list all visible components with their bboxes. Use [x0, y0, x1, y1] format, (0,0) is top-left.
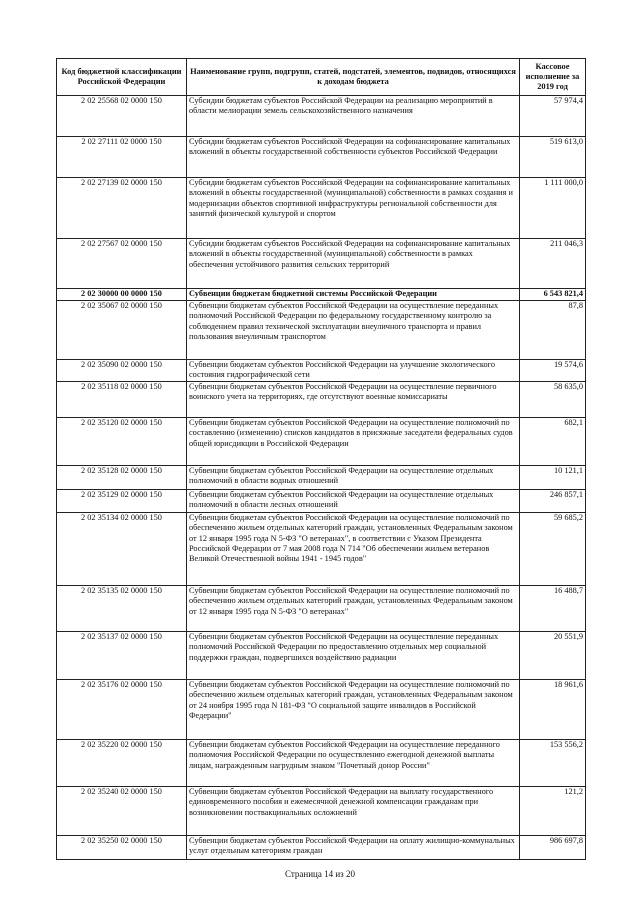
row-name: Субсидии бюджетам субъектов Российской Федерации на софинансирование капитальных вложений в объекты государственной (муниципальной) собственности в рамках создания и модернизации объектов спортивной инфраструктуры региональной собственности для занятий физической культурой и спортом — [187, 178, 520, 239]
row-name: Субсидии бюджетам субъектов Российской Федерации на софинансирование капитальных вложений в объекты государственной (муниципальной) собственности в рамках обеспечения устойчивого развития сельских территорий — [187, 239, 520, 289]
table-row-subtotal — [57, 289, 586, 301]
row-amount: 87,8 — [520, 301, 586, 360]
row-code: 2 02 27139 02 0000 150 — [57, 178, 187, 239]
row-code: 2 02 35120 02 0000 150 — [57, 418, 187, 466]
row-code: 2 02 27111 02 0000 150 — [57, 137, 187, 178]
row-amount: 20 551,9 — [520, 632, 586, 680]
row-amount: 1 111 000,0 — [520, 178, 586, 239]
row-name: Субвенции бюджетам субъектов Российской Федерации на осуществление отдельных полномочий в области водных отношений — [187, 466, 520, 490]
row-name: Субвенции бюджетам субъектов Российской Федерации на осуществление переданных полномочий Российской Федерации по предоставлению отдельных мер социальной поддержки граждан, подвергшихся воздействию радиации — [187, 632, 520, 680]
table-row — [57, 301, 586, 360]
table-row — [57, 632, 586, 680]
table-row — [57, 360, 586, 382]
row-code: 2 02 35240 02 0000 150 — [57, 787, 187, 836]
row-name: Субвенции бюджетам субъектов Российской Федерации на осуществление первичного воинского учета на территориях, где отсутствуют военные комиссариаты — [187, 382, 520, 418]
table-body — [57, 96, 586, 860]
row-name: Субвенции бюджетам субъектов Российской Федерации на осуществление полномочий по обеспечению жильем отдельных категорий граждан, установленных Федеральным законом от 12 января 1995 года N 5-ФЗ "О ветеранах", в соответствии с Указом Президента Российской Федерации от 7 мая 2008 года N 714 "Об обеспечении жильем ветеранов Великой Отечественной войны 1941 - 1945 годов" — [187, 513, 520, 586]
row-amount: 246 857,1 — [520, 490, 586, 513]
row-name: Субвенции бюджетам субъектов Российской Федерации на осуществление полномочий по обеспечению жильем отдельных категорий граждан, установленных Федеральным законом от 24 ноября 1995 года N 181-ФЗ "О социальной защите инвалидов в Российской Федерации" — [187, 680, 520, 740]
row-amount: 18 961,6 — [520, 680, 586, 740]
row-code: 2 02 35135 02 0000 150 — [57, 586, 187, 632]
table-row — [57, 382, 586, 418]
table-row — [57, 490, 586, 513]
table-row — [57, 96, 586, 137]
row-amount: 211 046,3 — [520, 239, 586, 289]
row-amount: 10 121,1 — [520, 466, 586, 490]
row-code: 2 02 35137 02 0000 150 — [57, 632, 187, 680]
header-amount: Кассовое исполнение за 2019 год — [520, 59, 586, 96]
row-code: 2 02 35220 02 0000 150 — [57, 740, 187, 787]
row-amount: 121,2 — [520, 787, 586, 836]
row-amount: 59 685,2 — [520, 513, 586, 586]
table-row — [57, 586, 586, 632]
row-name: Субвенции бюджетам субъектов Российской Федерации на осуществление переданного полномочия Российской Федерации по осуществлению ежегодной денежной выплаты лицам, награжденным нагрудным знаком "Почетный донор России" — [187, 740, 520, 787]
row-amount: 153 556,2 — [520, 740, 586, 787]
row-name: Субвенции бюджетам субъектов Российской Федерации на осуществление полномочий по составлению (изменению) списков кандидатов в присяжные заседатели федеральных судов общей юрисдикции в Российской Федерации — [187, 418, 520, 466]
header-name: Наименование групп, подгрупп, статей, подстатей, элементов, подвидов, относящихся к доходам бюджета — [187, 59, 520, 96]
row-code: 2 02 35067 02 0000 150 — [57, 301, 187, 360]
row-code: 2 02 30000 00 0000 150 — [57, 289, 187, 301]
row-code: 2 02 35176 02 0000 150 — [57, 680, 187, 740]
table-header-row — [57, 59, 586, 96]
row-code: 2 02 35090 02 0000 150 — [57, 360, 187, 382]
table-row — [57, 680, 586, 740]
row-name: Субвенции бюджетам субъектов Российской Федерации на оплату жилищно-коммунальных услуг отдельным категориям граждан — [187, 836, 520, 860]
row-name: Субвенции бюджетам субъектов Российской Федерации на осуществление отдельных полномочий в области лесных отношений — [187, 490, 520, 513]
row-name: Субвенции бюджетам субъектов Российской Федерации на осуществление полномочий по обеспечению жильем отдельных категорий граждан, установленных Федеральным законом от 12 января 1995 года N 5-ФЗ "О ветеранах" — [187, 586, 520, 632]
row-code: 2 02 35129 02 0000 150 — [57, 490, 187, 513]
row-name: Субсидии бюджетам субъектов Российской Федерации на софинансирование капитальных вложений в объекты государственной собственности субъектов Российской Федерации — [187, 137, 520, 178]
table-row — [57, 513, 586, 586]
table-row — [57, 178, 586, 239]
row-code: 2 02 35118 02 0000 150 — [57, 382, 187, 418]
row-amount: 519 613,0 — [520, 137, 586, 178]
row-name: Субсидии бюджетам субъектов Российской Федерации на реализацию мероприятий в области мелиорации земель сельскохозяйственного назначения — [187, 96, 520, 137]
page-number: Страница 14 из 20 — [285, 869, 355, 879]
row-amount: 986 697,8 — [520, 836, 586, 860]
row-amount: 19 574,6 — [520, 360, 586, 382]
row-code: 2 02 35128 02 0000 150 — [57, 466, 187, 490]
table-row — [57, 836, 586, 860]
row-amount: 682,1 — [520, 418, 586, 466]
row-name: Субвенции бюджетам субъектов Российской Федерации на выплату государственного единовременного пособия и ежемесячной денежной компенсации гражданам при возникновении поствакцинальных осложнений — [187, 787, 520, 836]
header-code: Код бюджетной классификации Российской Федерации — [57, 59, 187, 96]
row-name: Субвенции бюджетам бюджетной системы Российской Федерации — [187, 289, 520, 301]
table-row — [57, 466, 586, 490]
row-amount: 16 488,7 — [520, 586, 586, 632]
row-amount: 57 974,4 — [520, 96, 586, 137]
table-row — [57, 137, 586, 178]
table-row — [57, 418, 586, 466]
row-name: Субвенции бюджетам субъектов Российской Федерации на осуществление переданных полномочий Российской Федерации по федеральному государственному контролю за соблюдением правил технической эксплуатации внеуличного транспорта и правил пользования внеуличным транспортом — [187, 301, 520, 360]
budget-revenue-table — [56, 58, 586, 860]
table-row — [57, 787, 586, 836]
table-row — [57, 239, 586, 289]
row-code: 2 02 27567 02 0000 150 — [57, 239, 187, 289]
row-code: 2 02 25568 02 0000 150 — [57, 96, 187, 137]
row-amount: 6 543 821,4 — [520, 289, 586, 301]
row-code: 2 02 35134 02 0000 150 — [57, 513, 187, 586]
table-row — [57, 740, 586, 787]
row-amount: 58 635,0 — [520, 382, 586, 418]
row-code: 2 02 35250 02 0000 150 — [57, 836, 187, 860]
row-name: Субвенции бюджетам субъектов Российской Федерации на улучшение экологического состояния гидрографической сети — [187, 360, 520, 382]
